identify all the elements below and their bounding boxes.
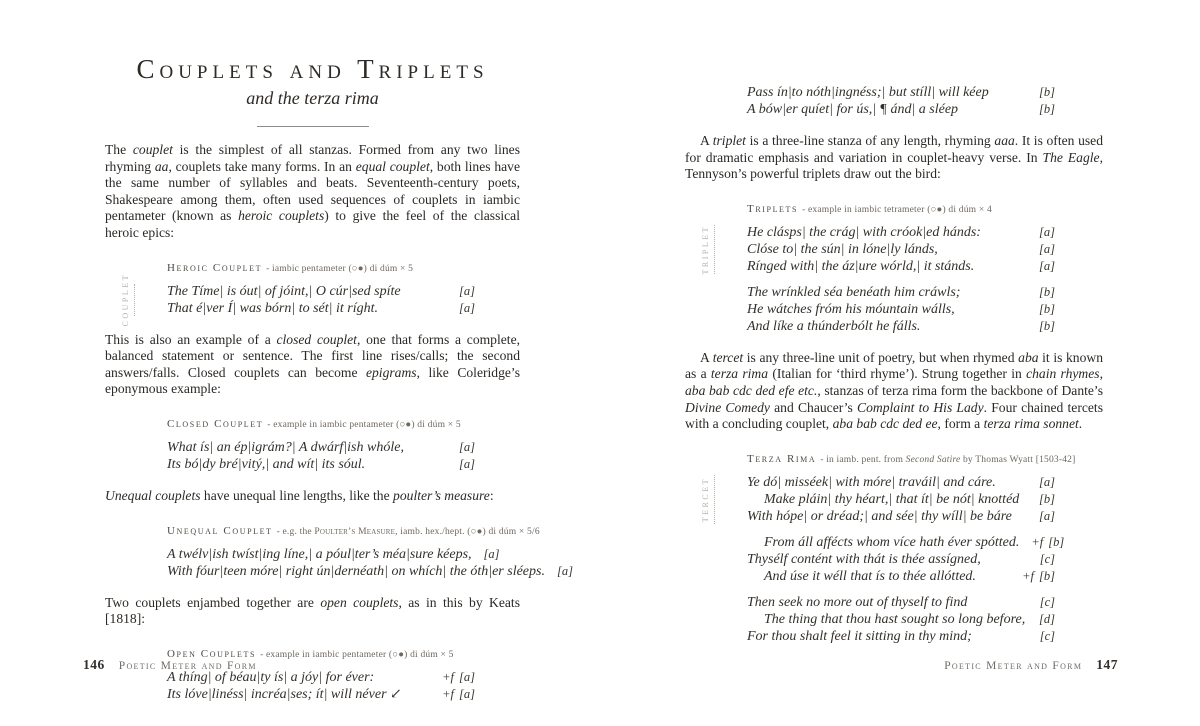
rhyme-mark: [ b ] [1039,568,1055,585]
stanza [747,284,1103,335]
text-segment: it is known as a [685,349,1104,382]
text-segment: closed couplet [276,331,357,347]
text-segment: , like Coleridge’s eponymous example: [105,364,520,397]
rhyme-mark: [ a ] [1039,224,1055,241]
rhyme-annotation [430,669,475,686]
verse-meta [277,527,540,537]
text-segment: . [1078,416,1083,432]
text-segment: aba bab cdc ded efe etc. [685,382,818,398]
text-segment: , couplets take many forms. In an [168,158,356,174]
text-segment: , stanzas of terza rima form the backbone of Dante’s [817,382,1103,398]
verse-line-text: He wátches fróm his móuntain wálls, [747,301,955,317]
verse-line-text: That é|ver Í| was bórn| to sét| it ríght. [167,300,379,316]
verse-line-text: Thysélf contént with thát is thée assígned, [747,551,981,567]
text-segment: aaa [994,133,1015,148]
verse-heading [747,199,1103,217]
rhyme-mark: [ d ] [1039,611,1055,628]
rhyme-mark: [ b ] [1048,534,1064,551]
verse-line-text: He clásps| the crág| with cróok|ed hánds: [747,224,981,240]
text-segment: have unequal line lengths, like the [200,487,394,503]
right-page-content [685,84,1103,645]
verse-line [747,301,1055,318]
keats-continuation [747,84,1103,118]
text-segment: - e.g. the [276,526,315,537]
text-segment: The Eagle [1042,149,1100,165]
verse-label: Heroic Couplet [167,261,263,274]
text-segment: - example in iambic pentameter (○●) di dúm × 5 [260,649,454,660]
rhyme-annotation [1027,101,1055,118]
verse-line [167,546,495,563]
rhyme-mark: [ b ] [1039,301,1055,318]
rhyme-mark: [ a ] [459,439,475,456]
chapter-title: Couplets and Triplets [136,54,489,84]
text-segment: by Thomas Wyatt [1503-42] [960,454,1076,465]
text-segment: couplet [132,142,173,157]
verse-label: Unequal Couplet [167,524,273,537]
rhyme-mark: [ b ] [1039,284,1055,301]
text-segment: poulter’s measure [393,487,490,503]
rhyme-mark: [ a ] [1039,508,1055,525]
paragraph [685,350,1103,433]
verse-line [747,241,1055,258]
verse-line-text: Ye dó| misséek| with móre| traváil| and cáre. [747,474,996,490]
verse-line-text: For thou shalt feel it sitting in thy mind; [747,628,972,644]
text-segment: terza rima sonnet [983,416,1079,432]
stanza [167,546,569,580]
terza-rima-example [701,449,1103,645]
text-segment: , iamb. hex./hept. (○●) di dúm × 5/6 [395,526,540,537]
left-page [105,0,569,703]
text-segment: Complaint to His Lady [857,399,984,415]
paragraph [105,142,520,242]
left-page-number: 146 [83,657,105,672]
rhyme-mark: [ a ] [1039,241,1055,258]
text-segment: , both lines have the same number of syllables and beats. Seventeenth-century poets, Shakespeare among them, often used sequences of couplets in iambic pentameter (known as [105,158,520,224]
stanza [747,534,1103,585]
rhyme-mark: [ a ] [1039,474,1055,491]
triplets-example [701,199,1103,335]
side-label-triplet [701,225,715,274]
verse-line-text: Its lóve|linéss| incréa|ses; ít| will néver ↙ [167,686,402,702]
rhyme-mark: [ a ] [1039,258,1055,275]
title-divider-rule [257,126,369,127]
text-segment: Two couplets enjambed together are [105,594,321,610]
rhyme-annotation [430,686,475,703]
verse-line [167,300,475,317]
closed-couplet-example [167,414,520,473]
rhyme-annotation [447,300,475,317]
rhyme-mark: [ a ] [459,300,475,317]
extra-foot-mark: +f [1031,534,1044,549]
verse-label: Terza Rima [747,452,817,465]
text-segment: triplet [712,133,746,148]
rhyme-annotation [447,283,475,300]
verse-line [167,686,475,703]
verse-heading [167,521,540,539]
text-segment: is a three-line stanza of any length, rhyming [745,133,995,148]
left-page-footer [83,656,257,674]
side-label-text: COUPLET [121,272,130,327]
chapter-title-block [105,54,520,127]
text-segment: tercet [712,349,744,365]
rhyme-annotation [1027,318,1055,335]
side-label-text: TERCET [701,476,710,522]
verse-line [747,534,1060,551]
verse-line-text: What ís| an ép|igrám?| A dwárf|ish whóle, [167,439,404,455]
rhyme-mark: [ c ] [1040,628,1055,645]
rhyme-mark: [ a ] [459,456,475,473]
paragraph [685,133,1103,183]
text-segment: heroic couplets [238,208,325,224]
rhyme-mark: [ b ] [1039,491,1055,508]
text-segment: is the simplest of all stanzas. Formed from any two lines rhyming [105,142,520,174]
verse-meta [802,205,992,215]
text-segment: - example in iambic tetrameter (○●) di dúm × 4 [802,204,992,215]
verse-line-text: Rínged with| the áz|ure wórld,| it stánds. [747,258,975,274]
verse-line [747,508,1055,525]
text-segment: . Four chained tercets with a concluding couplet, [685,399,1103,432]
rhyme-annotation [1028,628,1055,645]
rhyme-annotation [1028,594,1055,611]
rhyme-mark: [ a ] [459,686,475,703]
text-segment: The [105,142,133,157]
rhyme-annotation [447,439,475,456]
text-segment: This is also an example of a [105,331,277,347]
verse-line [747,258,1055,275]
text-segment: , one that forms a complete, balanced statement or sentence. The first line rises/calls; the second answers/falls. Closed couplets can become [105,331,521,380]
verse-line [167,563,569,580]
text-segment: chain rhymes [1026,366,1100,382]
verse-heading [167,414,520,432]
text-segment: (Italian for ‘third rhyme’). Strung together in [768,366,1027,382]
right-page-number: 147 [1096,657,1118,672]
rhyme-annotation [1019,534,1064,551]
side-dotted-rule [714,225,715,274]
text-segment: : [489,487,494,503]
stanza [701,224,1103,275]
extra-foot-mark: +f [442,669,454,684]
rhyme-mark: [ a ] [484,546,500,563]
rhyme-mark: [ c ] [1040,594,1055,611]
verse-line-text: Pass ín|to nóth|ingnéss;| but stíll| will kéep [747,85,989,100]
text-segment: - in iamb. pent. from [820,454,906,465]
rhyme-annotation [1027,474,1055,491]
rhyme-annotation [1027,491,1055,508]
verse-label: Closed Couplet [167,417,264,430]
rhyme-mark: [ c ] [1040,551,1055,568]
paragraph [105,332,520,398]
text-segment: - example in iambic pentameter (○●) di dúm × 5 [267,419,461,430]
verse-line [747,84,1055,101]
text-segment: - iambic pentameter (○●) di dúm × 5 [266,263,414,274]
paragraph [105,595,520,628]
unequal-couplet-example [167,521,569,580]
verse-line [747,491,1055,508]
text-segment: aba [1018,349,1039,365]
text-segment: Poulter’s Measure [314,526,396,537]
verse-line [167,456,475,473]
side-label-tercet [701,475,715,524]
verse-line [747,628,1055,645]
rhyme-annotation [1027,224,1055,241]
stanza [701,474,1103,525]
running-title: Poetic Meter and Form [944,660,1083,672]
chapter-subtitle: and the terza rima [246,88,379,108]
verse-line [747,474,1055,491]
verse-line-text: Clóse to| the sún| in lóne|ly lánds, [747,241,938,257]
rhyme-mark: [ b ] [1039,101,1055,118]
verse-line [747,224,1055,241]
rhyme-mark: [ b ] [1039,84,1055,101]
verse-line [167,439,475,456]
verse-heading [747,449,1103,467]
text-segment: equal couplet [355,158,430,174]
verse-meta [260,650,454,660]
side-dotted-rule [134,284,135,316]
stanza [121,272,520,327]
text-segment: . It is often used for dramatic emphasis and variation in couplet-heavy verse. In [685,133,1104,165]
text-segment: epigrams [365,364,417,380]
extra-foot-mark: +f [1022,568,1034,583]
rhyme-annotation [1027,301,1055,318]
verse-line [747,318,1055,335]
rhyme-mark: [ a ] [459,283,475,300]
text-segment: aba bab cdc ded ee [832,416,938,432]
verse-line-text: The wrínkled séa benéath him cráwls; [747,284,961,300]
text-segment: A [700,133,713,148]
text-segment: , as in this by Keats [1818]: [105,594,520,627]
rhyme-annotation [1010,568,1055,585]
left-page-content [105,142,569,703]
verse-line-text: Make pláin| thy héart,| that ít| be nót| knottéd [764,491,1020,507]
running-title: Poetic Meter and Form [118,660,257,672]
verse-line [747,568,1055,585]
verse-meta [820,455,1075,465]
verse-line-text: A twélv|ish twíst|ing líne,| a póul|ter’s méa|sure kéeps, [167,546,472,562]
verse-label: Open Couplets [167,647,257,660]
stanza [747,594,1103,645]
verse-line [167,283,475,300]
verse-meta [267,420,461,430]
verse-line-text: With fóur|teen móre| right ún|dernéath| on whích| the óth|er sléeps. [167,563,545,579]
verse-line [747,594,1055,611]
verse-meta [266,264,413,274]
text-segment: terza rima [710,366,769,382]
verse-line [747,284,1055,301]
rhyme-annotation [1027,84,1055,101]
text-segment: ) to give the feel of the classical heroic epics: [105,208,520,240]
side-label-text: TRIPLET [701,224,710,275]
side-dotted-rule [714,475,715,524]
verse-line-text: And líke a thúnderbólt he fálls. [747,318,921,334]
verse-line [747,101,1055,118]
rhyme-annotation [1027,611,1055,628]
text-segment: Second Satire [905,454,961,465]
rhyme-annotation [1028,551,1055,568]
stanza [747,84,1103,118]
heroic-couplet-example [121,258,520,327]
verse-label: Triplets [747,202,799,215]
verse-line-text: A thíng| of béau|ty ís| a jóy| for éver: [167,669,375,685]
rhyme-annotation [1027,284,1055,301]
text-segment: , Tennyson’s powerful triplets draw out the bird: [685,149,1103,182]
text-segment: and Chaucer’s [769,399,858,415]
rhyme-annotation [447,456,475,473]
text-segment: A [700,349,713,365]
text-segment: aa [154,158,169,174]
verse-line-text: And úse it wéll that ís to thée allótted. [764,568,976,584]
text-segment: is any three-line unit of poetry, but when rhymed [743,349,1019,365]
paragraph [105,488,520,505]
verse-line [747,611,1055,628]
verse-line [747,551,1055,568]
text-segment: open couplets [320,594,399,610]
right-page [685,0,1103,645]
extra-foot-mark: +f [442,686,454,701]
side-label-couplet [121,272,135,327]
rhyme-annotation [545,563,573,580]
text-segment: Divine Comedy [685,399,770,415]
verse-line-text: A bów|er quíet| for ús,| ¶ ánd| a sléep [747,102,959,117]
verse-line-text: From áll affécts whom více hath éver spótted. [764,534,1020,550]
rhyme-annotation [472,546,500,563]
rhyme-mark: [ b ] [1039,318,1055,335]
verse-line-text: Its bó|dy bré|vitý,| and wít| its sóul. [167,456,366,472]
verse-line-text: The Tíme| is óut| of jóint,| O cúr|sed spíte [167,283,401,299]
text-segment: , [1099,366,1103,382]
verse-heading [167,258,520,276]
right-page-footer [685,656,1118,674]
rhyme-annotation [1027,508,1055,525]
rhyme-mark: [ a ] [459,669,475,686]
rhyme-annotation [1027,241,1055,258]
rhyme-mark: [ a ] [557,563,573,580]
text-segment: Unequal couplets [105,487,201,503]
verse-line-text: Then seek no more out of thyself to find [747,594,968,610]
rhyme-annotation [1027,258,1055,275]
verse-line-text: With hópe| or dréad;| and sée| thy wíll| be báre [747,508,1012,524]
stanza [167,439,520,473]
verse-line-text: The thing that thou hast sought so long before, [764,611,1026,627]
text-segment: , form a [937,416,984,432]
